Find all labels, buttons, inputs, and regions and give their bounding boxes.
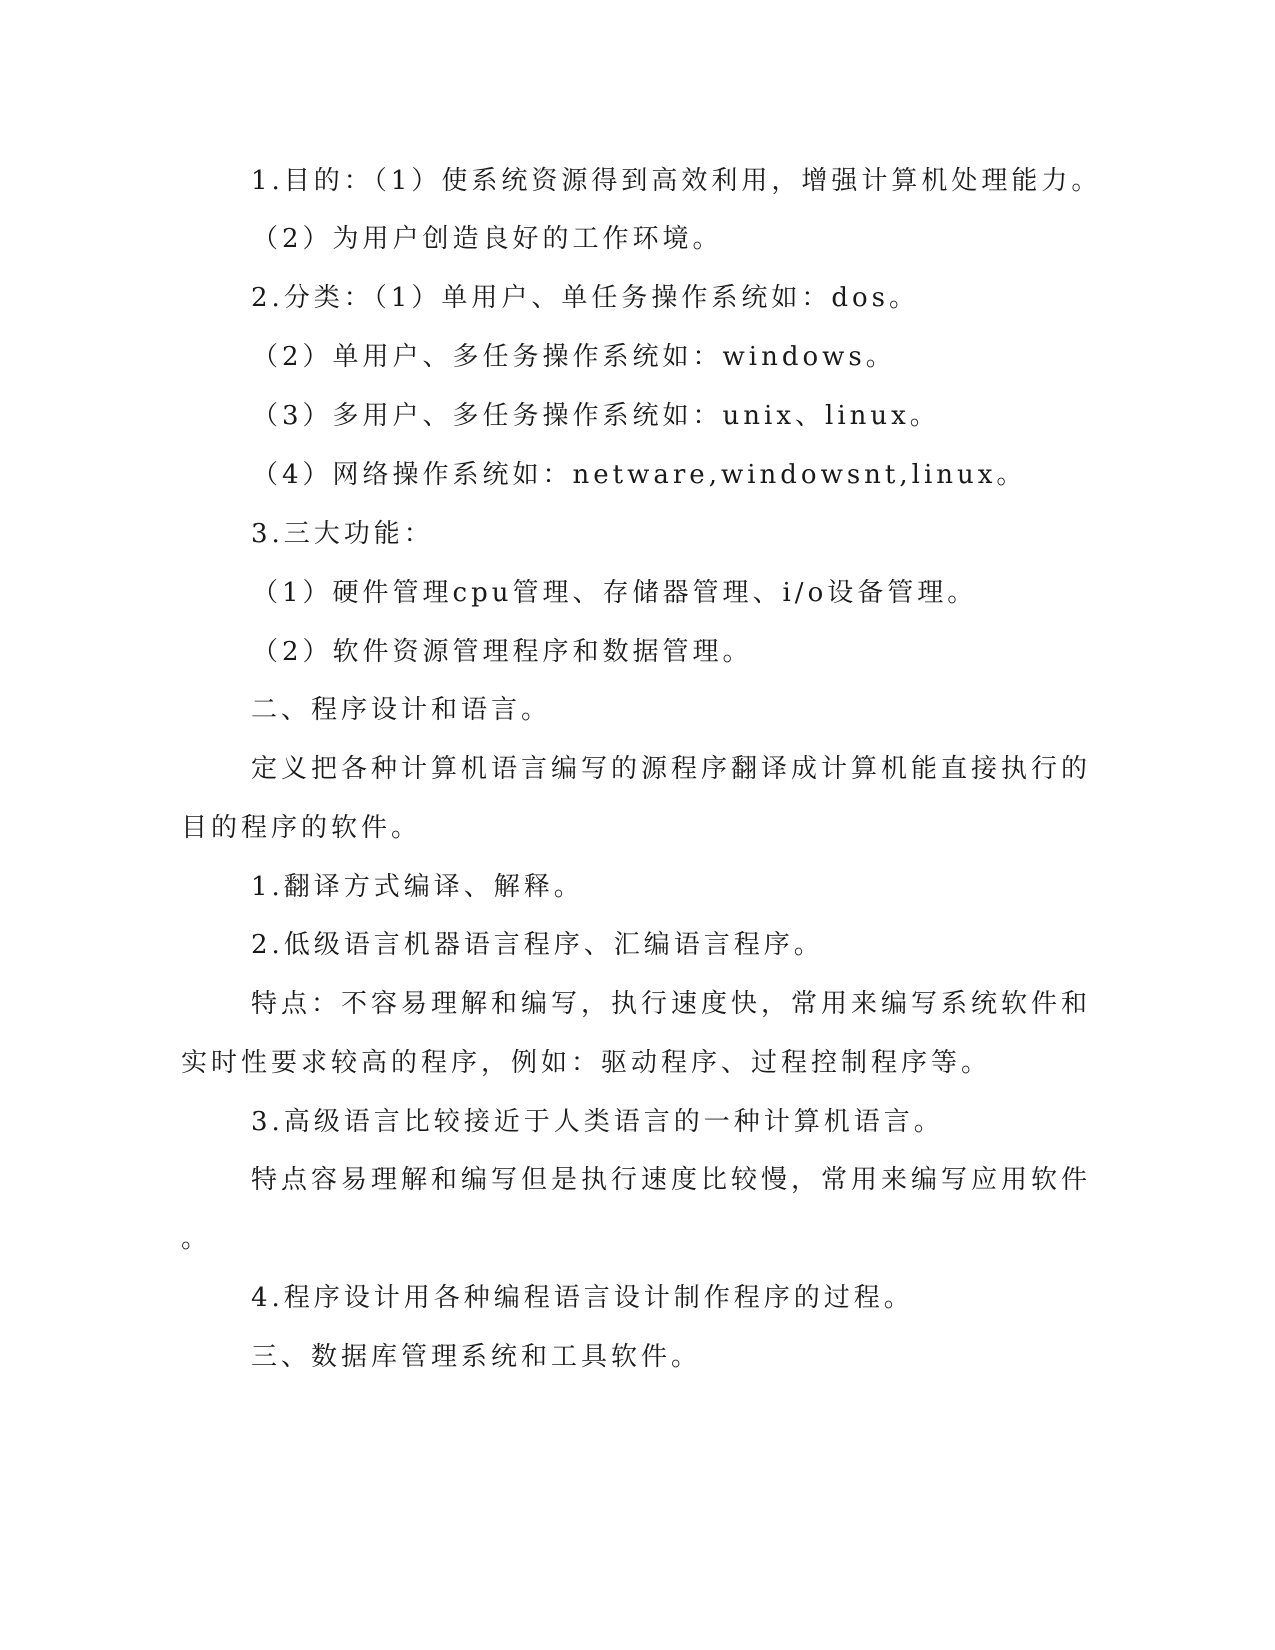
paragraph-high-level-features-cont: 。: [181, 1224, 212, 1254]
paragraph-purpose-2: （2）为用户创造良好的工作环境。: [252, 224, 723, 254]
paragraph-functions-2: （2）软件资源管理程序和数据管理。: [252, 637, 753, 667]
paragraph-low-level-features: 特点：不容易理解和编写，执行速度快，常用来编写系统软件和: [251, 989, 1092, 1019]
paragraph-functions-1: （1）硬件管理cpu管理、存储器管理、i/o设备管理。: [252, 578, 978, 608]
paragraph-classification-3: （3）多用户、多任务操作系统如：unix、linux。: [252, 401, 940, 431]
section-heading-programming: 二、程序设计和语言。: [251, 695, 552, 725]
paragraph-low-level: 2.低级语言机器语言程序、汇编语言程序。: [251, 930, 824, 960]
paragraph-functions: 3.三大功能：: [251, 519, 434, 549]
paragraph-program-design: 4.程序设计用各种编程语言设计制作程序的过程。: [251, 1283, 914, 1313]
paragraph-definition-cont: 目的程序的软件。: [181, 813, 422, 843]
paragraph-definition: 定义把各种计算机语言编写的源程序翻译成计算机能直接执行的: [251, 754, 1092, 784]
paragraph-classification-4: （4）网络操作系统如：netware,windowsnt,linux。: [252, 460, 1027, 490]
section-heading-database: 三、数据库管理系统和工具软件。: [251, 1342, 702, 1372]
paragraph-translation: 1.翻译方式编译、解释。: [251, 872, 584, 902]
paragraph-high-level-features: 特点容易理解和编写但是执行速度比较慢，常用来编写应用软件: [251, 1165, 1092, 1195]
paragraph-classification-2: （2）单用户、多任务操作系统如：windows。: [252, 342, 896, 372]
paragraph-classification: 2.分类：（1）单用户、单任务操作系统如：dos。: [251, 283, 919, 313]
paragraph-purpose: 1.目的：（1）使系统资源得到高效利用，增强计算机处理能力。: [251, 166, 1102, 196]
paragraph-low-level-features-cont: 实时性要求较高的程序，例如：驱动程序、过程控制程序等。: [181, 1048, 992, 1078]
paragraph-high-level: 3.高级语言比较接近于人类语言的一种计算机语言。: [251, 1107, 944, 1137]
